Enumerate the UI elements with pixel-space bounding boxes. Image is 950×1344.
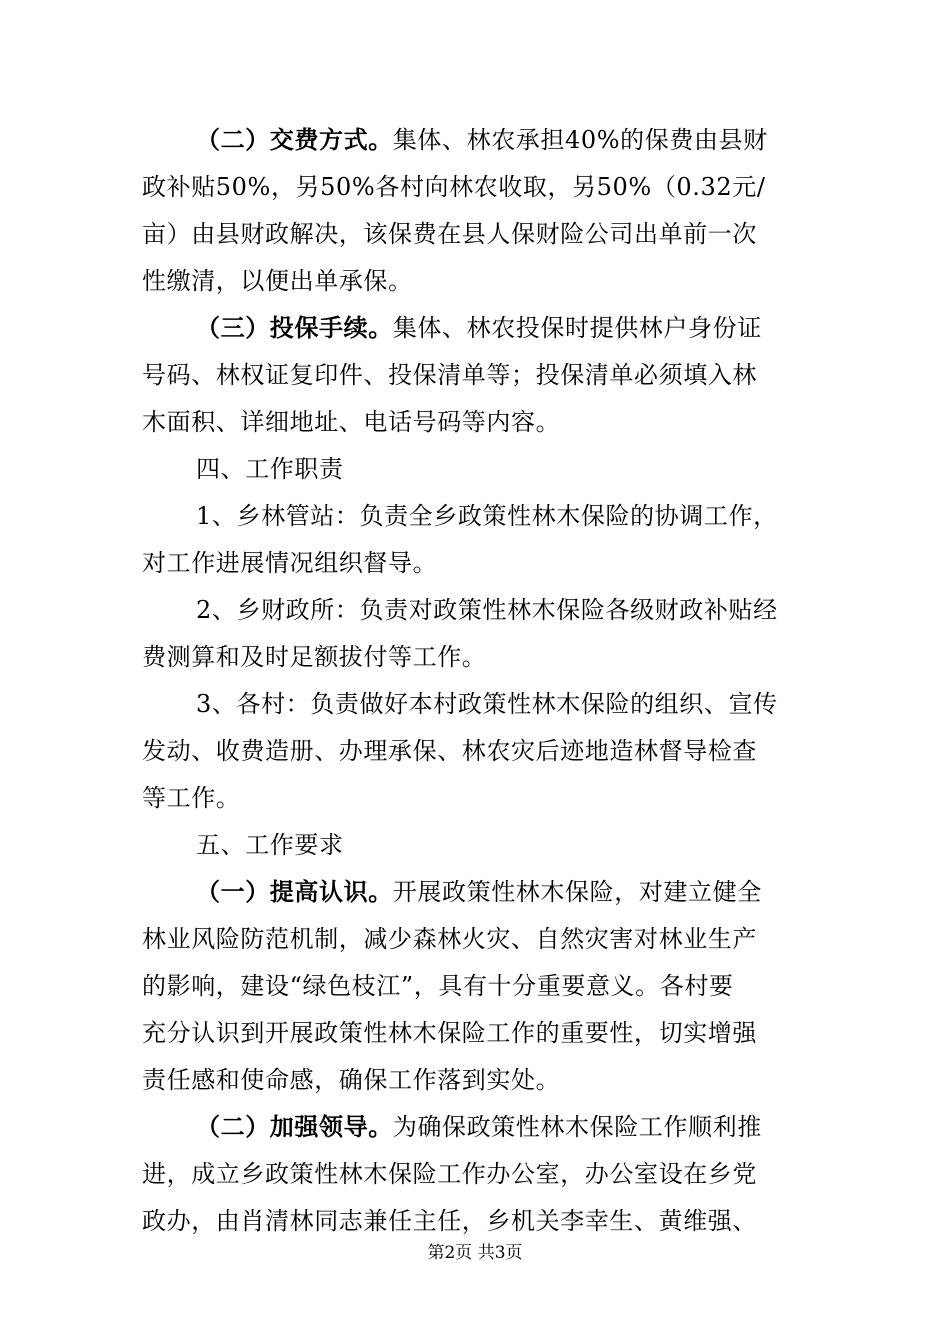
section-heading: （二）加强领导。 bbox=[196, 1112, 393, 1141]
paragraph-line: 等工作。 bbox=[142, 784, 241, 812]
paragraph-line: 号码、林权证复印件、投保清单等；投保清单必须填入林 bbox=[142, 361, 757, 389]
paragraph-line: 进，成立乡政策性林木保险工作办公室，办公室设在乡党 bbox=[142, 1160, 757, 1188]
chapter-heading: 五、工作要求 bbox=[196, 831, 344, 859]
paragraph-line: 政补贴50%，另50%各村向林农收取，另50%（0.32元/ bbox=[142, 173, 766, 201]
section-heading: （三）投保手续。 bbox=[196, 313, 393, 342]
paragraph-line: 政办，由肖清林同志兼任主任，乡机关李幸生、黄维强、 bbox=[142, 1207, 757, 1235]
paragraph-line: （二）交费方式。集体、林农承担40%的保费由县财 bbox=[196, 125, 768, 154]
paragraph-line: 2、乡财政所：负责对政策性林木保险各级财政补贴经 bbox=[196, 596, 778, 624]
paragraph-line: （二）加强领导。为确保政策性林木保险工作顺利推 bbox=[196, 1112, 762, 1141]
paragraph-line: （一）提高认识。开展政策性林木保险，对建立健全 bbox=[196, 877, 762, 906]
paragraph-line: 对工作进展情况组织督导。 bbox=[142, 549, 438, 577]
paragraph-line: 的影响，建设“绿色枝江”，具有十分重要意义。各村要 bbox=[142, 972, 734, 1000]
paragraph-line: 性缴清，以便出单承保。 bbox=[142, 267, 413, 295]
section-heading: （二）交费方式。 bbox=[196, 125, 393, 154]
page-footer: 第2页 共3页 bbox=[427, 1243, 523, 1263]
paragraph-line: 林业风险防范机制，减少森林火灾、自然灾害对林业生产 bbox=[142, 925, 757, 953]
paragraph-line: 责任感和使命感，确保工作落到实处。 bbox=[142, 1066, 561, 1094]
section-heading: （一）提高认识。 bbox=[196, 877, 393, 906]
paragraph-line: 发动、收费造册、办理承保、林农灾后迹地造林督导检查 bbox=[142, 737, 757, 765]
paragraph-line: 木面积、详细地址、电话号码等内容。 bbox=[142, 408, 561, 436]
paragraph-line: 亩）由县财政解决，该保费在县人保财险公司出单前一次 bbox=[142, 220, 757, 248]
paragraph-line: 1、乡林管站：负责全乡政策性林木保险的协调工作， bbox=[196, 502, 778, 530]
paragraph-line: 3、各村：负责做好本村政策性林木保险的组织、宣传 bbox=[196, 690, 778, 718]
paragraph-line: 费测算和及时足额拔付等工作。 bbox=[142, 643, 487, 671]
paragraph-line: 充分认识到开展政策性林木保险工作的重要性，切实增强 bbox=[142, 1019, 757, 1047]
paragraph-line: （三）投保手续。集体、林农投保时提供林户身份证 bbox=[196, 313, 762, 342]
chapter-heading: 四、工作职责 bbox=[196, 455, 344, 483]
